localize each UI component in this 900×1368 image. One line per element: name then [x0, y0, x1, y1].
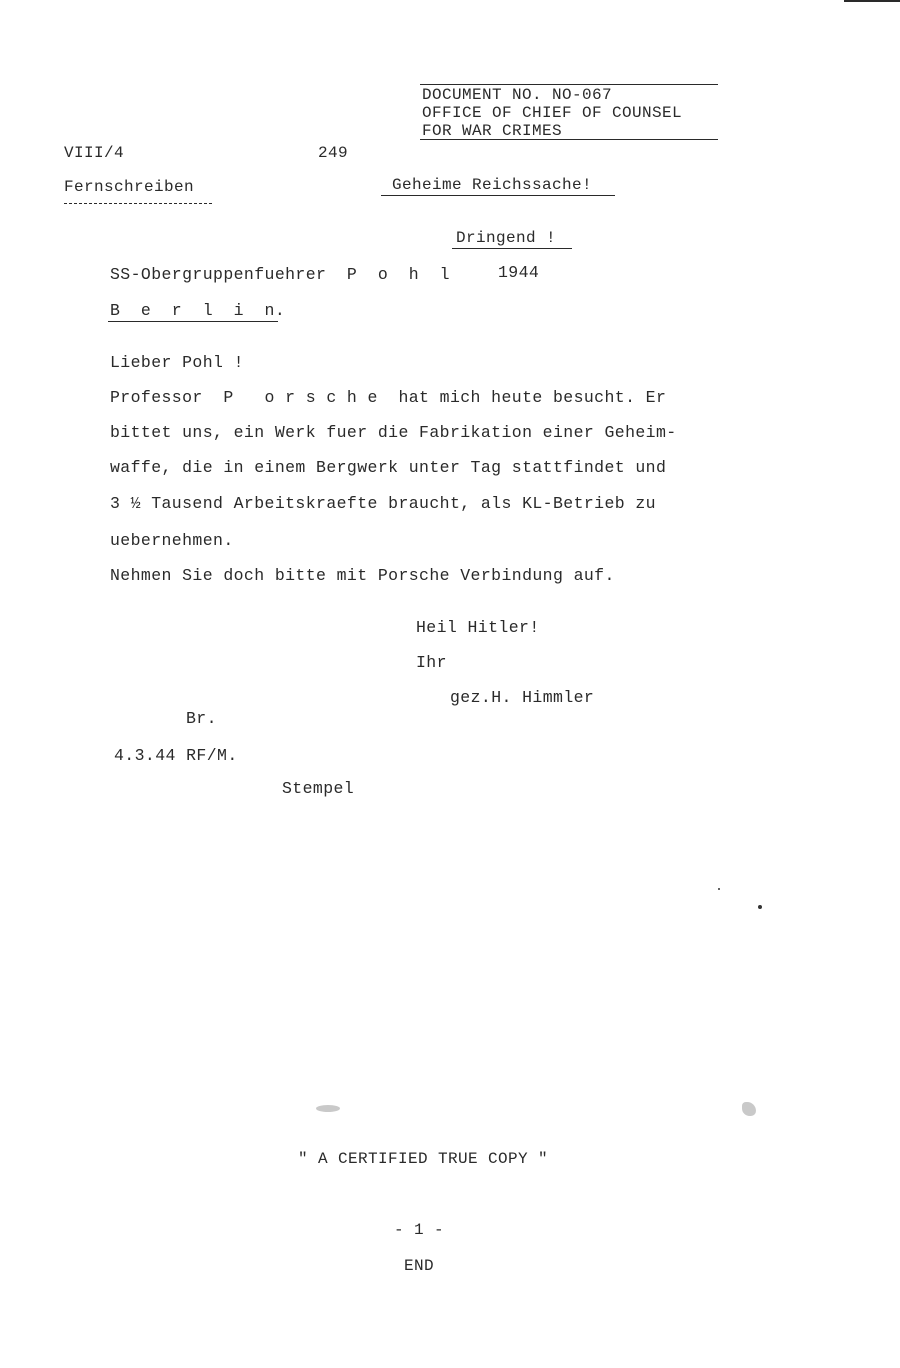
priority: Dringend ! [456, 229, 557, 247]
scan-speck [758, 905, 762, 909]
letter-line: 3 ½ Tausend Arbeitskraefte braucht, als KL-Betrieb zu [110, 494, 656, 513]
scan-smudge [742, 1102, 756, 1116]
header-bottom-rule [420, 139, 718, 140]
recipient-city: B e r l i n. [110, 301, 286, 320]
scan-smudge [316, 1105, 340, 1112]
header-top-rule [420, 84, 718, 85]
letter-line: uebernehmen. [110, 531, 234, 550]
br-note: Br. [186, 709, 217, 728]
date-reference: 4.3.44 RF/M. [114, 746, 238, 765]
message-type: Fernschreiben [64, 178, 195, 196]
message-type-underline [64, 203, 212, 204]
letter-line: waffe, die in einem Bergwerk unter Tag stattfindet und [110, 458, 667, 477]
page-number: - 1 - [394, 1221, 445, 1239]
closing-ihr: Ihr [416, 653, 447, 672]
classification-underline [381, 195, 615, 196]
certification: " A CERTIFIED TRUE COPY " [298, 1150, 549, 1168]
signature: gez.H. Himmler [450, 688, 595, 707]
priority-underline [452, 248, 572, 249]
recipient-year: 1944 [498, 263, 540, 282]
letter-line: Nehmen Sie doch bitte mit Porsche Verbindung auf. [110, 566, 615, 585]
office-line-2: FOR WAR CRIMES [422, 122, 563, 140]
end-mark: END [404, 1257, 435, 1275]
scan-speck [718, 888, 720, 890]
classification: Geheime Reichssache! [392, 176, 593, 194]
stamp-note: Stempel [282, 779, 355, 798]
letter-line: Professor P o r s c h e hat mich heute besucht. Er [110, 388, 667, 407]
letter-line: bittet uns, ein Werk fuer die Fabrikation einer Geheim- [110, 423, 677, 442]
recipient-city-underline [108, 321, 278, 322]
salutation: Lieber Pohl ! [110, 353, 244, 372]
file-reference: VIII/4 [64, 144, 125, 162]
edge-mark [844, 0, 900, 2]
document-number: DOCUMENT NO. NO-067 [422, 86, 613, 104]
recipient-name: SS-Obergruppenfuehrer P o h l [110, 265, 450, 284]
office-line-1: OFFICE OF CHIEF OF COUNSEL [422, 104, 683, 122]
page-reference: 249 [318, 144, 349, 162]
closing: Heil Hitler! [416, 618, 540, 637]
